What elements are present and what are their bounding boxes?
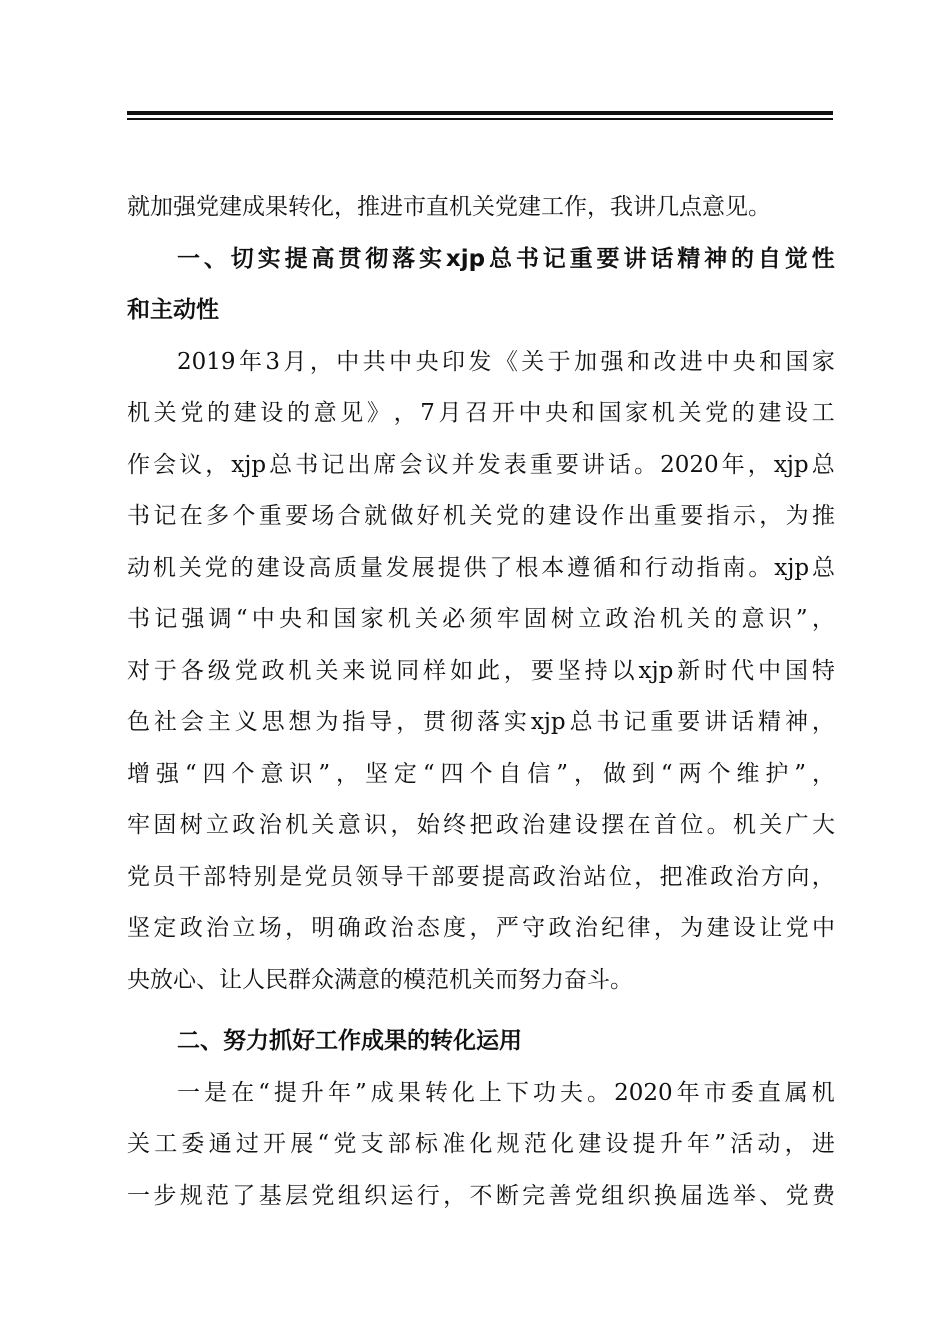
paragraph-line: 党 员 干 部 特 别 是 党 员 领 导 干 部 要 提 高 政 治 站 位 ， 把 准 政 治 方 向 ， — [127, 863, 835, 890]
document-body — [127, 182, 835, 1222]
section-heading-1-cont: 和 主 动 性 — [127, 297, 219, 323]
paragraph-line: 作 会 议 ， xjp 总 书 记 出 席 会 议 并 发 表 重 要 讲 话 。 2020 年 ， xjp 总 — [127, 451, 835, 478]
paragraph-line: 对 于 各 级 党 政 机 关 来 说 同 样 如 此 ， 要 坚 持 以 xjp 新 时 代 中 国 特 — [127, 657, 835, 684]
paragraph-line: 牢 固 树 立 政 治 机 关 意 识 ， 始 终 把 政 治 建 设 摆 在 首 位 。 机 关 广 大 — [127, 812, 835, 838]
section-heading-2: 二 、 努 力 抓 好 工 作 成 果 的 转 化 运 用 — [177, 1028, 522, 1054]
paragraph-line: 增 强 “ 四 个 意 识 ” ， 坚 定 “ 四 个 自 信 ” ， 做 到 “ 两 个 维 护 ” ， — [127, 760, 835, 787]
paragraph-line: 机 关 党 的 建 设 的 意 见 》 ， 7 月 召 开 中 央 和 国 家 机 关 党 的 建 设 工 — [127, 400, 835, 426]
paragraph-line: 书 记 在 多 个 重 要 场 合 就 做 好 机 关 党 的 建 设 作 出 重 要 指 示 ， 为 推 — [127, 503, 835, 529]
paragraph-line: 坚 定 政 治 立 场 ， 明 确 政 治 态 度 ， 严 守 政 治 纪 律 ， 为 建 设 让 党 中 — [127, 915, 835, 941]
paragraph-line: 动 机 关 党 的 建 设 高 质 量 发 展 提 供 了 根 本 遵 循 和 行 动 指 南 。 xjp 总 — [127, 554, 835, 581]
paragraph-line: 一 步 规 范 了 基 层 党 组 织 运 行 ， 不 断 完 善 党 组 织 换 届 选 举 、 党 费 — [127, 1182, 835, 1209]
header-rule-thin — [127, 118, 833, 120]
paragraph-line: 就 加 强 党 建 成 果 转 化 ， 推 进 市 直 机 关 党 建 工 作 ， 我 讲 几 点 意 见 。 — [127, 194, 771, 220]
paragraph-line: 央 放 心 、 让 人 民 群 众 满 意 的 模 范 机 关 而 努 力 奋 斗 。 — [127, 966, 633, 993]
header-rule-thick — [127, 111, 833, 115]
paragraph-line: 书 记 强 调 “ 中 央 和 国 家 机 关 必 须 牢 固 树 立 政 治 机 关 的 意 识 ” ， — [127, 606, 835, 632]
paragraph-line: 关 工 委 通 过 开 展 “ 党 支 部 标 准 化 规 范 化 建 设 提 升 年 ” 活 动 ， 进 — [127, 1131, 835, 1157]
paragraph-line: 色 社 会 主 义 思 想 为 指 导 ， 贯 彻 落 实 xjp 总 书 记 重 要 讲 话 精 神 ， — [127, 709, 835, 735]
paragraph-line: 一 是 在 “ 提 升 年 ” 成 果 转 化 上 下 功 夫 。 2020 年 市 委 直 属 机 — [177, 1079, 835, 1106]
paragraph-line: 2019 年 3 月 ， 中 共 中 央 印 发 《 关 于 加 强 和 改 进 中 央 和 国 家 — [177, 348, 835, 375]
section-heading-1: 一 、 切 实 提 高 贯 彻 落 实 xjp 总 书 记 重 要 讲 话 精 神 的 自 觉 性 — [177, 245, 835, 272]
